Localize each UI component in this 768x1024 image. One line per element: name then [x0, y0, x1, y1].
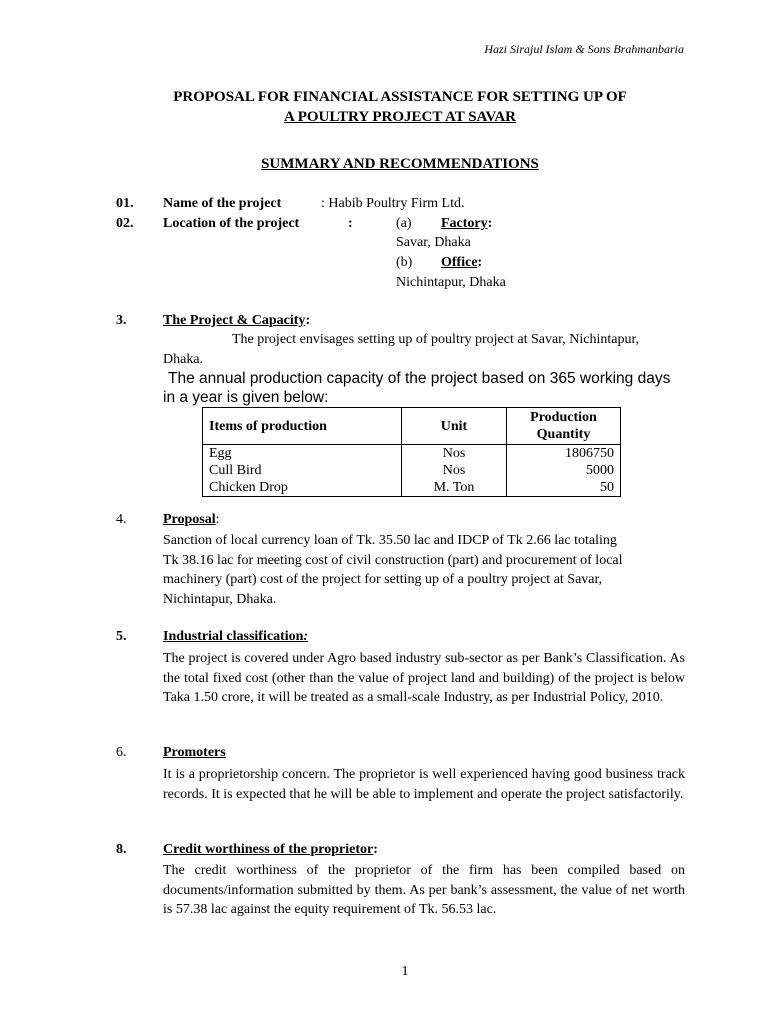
section-8-heading: Credit worthiness of the proprietor	[163, 842, 374, 857]
section-5-number: 5.	[116, 629, 127, 644]
section-3-para1-line1: The project envisages setting up of poultry project at Savar, Nichintapur,	[232, 332, 640, 347]
section-3-para2-line1: The annual production capacity of the project based on 365 working days	[168, 370, 671, 387]
table-row	[203, 462, 621, 479]
factory-value: Savar, Dhaka	[396, 235, 471, 250]
title-line-1: PROPOSAL FOR FINANCIAL ASSISTANCE FOR SETTING UP OF	[173, 89, 627, 105]
section-4-number: 4.	[116, 512, 127, 527]
section-5-text: The project is covered under Agro based industry sub-sector as per Bank’s Classification. As the total fixed cost (other than the value of project land and building) of the project is below Taka 1.50 crore, it will be treated as a small-scale Industry, as per Industrial Policy, 2010.	[163, 651, 685, 705]
header-items: Items of production	[203, 408, 402, 445]
section-4-line: machinery (part) cost of the project for setting up of a poultry project at Savar,	[163, 572, 603, 587]
row-quantity: 5000	[507, 462, 621, 479]
office-value: Nichintapur, Dhaka	[396, 275, 506, 290]
item-02-label: Location of the project	[163, 216, 300, 231]
section-6-heading: Promoters	[163, 745, 226, 760]
factory-marker: (a)	[396, 216, 412, 231]
production-table	[202, 407, 621, 497]
section-3-heading: The Project & Capacity	[163, 313, 306, 328]
row-item: Egg	[203, 445, 402, 463]
section-3-para1-line2: Dhaka.	[163, 352, 204, 367]
row-unit: M. Ton	[402, 479, 507, 497]
row-item: Cull Bird	[203, 462, 402, 479]
factory-label-wrap: Factory:	[441, 216, 493, 231]
section-4-line: Nichintapur, Dhaka.	[163, 591, 277, 607]
item-02-colon: :	[348, 216, 353, 231]
section-5-heading: Industrial classification	[163, 629, 304, 644]
section-5-heading-wrap: Industrial classification:	[163, 629, 309, 644]
summary-heading: SUMMARY AND RECOMMENDATIONS	[261, 156, 539, 172]
section-8-heading-wrap: Credit worthiness of the proprietor:	[163, 842, 378, 857]
section-6-number: 6.	[116, 745, 127, 760]
row-item: Chicken Drop	[203, 479, 402, 497]
section-6-text: It is a proprietorship concern. The proprietor is well experienced having good business track records. It is expected that he will be able to implement and operate the project satisfactorily.	[163, 767, 685, 802]
office-label: Office	[441, 255, 478, 270]
header-quantity-line2: Quantity	[536, 427, 591, 442]
row-unit: Nos	[402, 462, 507, 479]
section-3-para2-line2: in a year is given below:	[163, 389, 329, 406]
page-number: 1	[401, 964, 409, 979]
section-3-number: 3.	[116, 313, 127, 328]
table-row	[203, 479, 621, 497]
section-4-line: Tk 38.16 lac for meeting cost of civil construction (part) and procurement of local	[163, 552, 623, 568]
row-quantity: 1806750	[507, 445, 621, 463]
header-unit: Unit	[402, 408, 507, 445]
section-8-text: The credit worthiness of the proprietor of the firm has been compiled based on documents/information submitted by them. As per bank’s assessment, the value of net worth is 57.38 lac against the equity requirement of Tk. 56.53 lac.	[163, 863, 685, 917]
section-4-body	[163, 531, 685, 609]
office-label-wrap: Office:	[441, 255, 483, 270]
section-4-heading: Proposal	[163, 512, 216, 527]
table-row	[203, 445, 621, 463]
page-header: Hazi Sirajul Islam & Sons Brahmanbaria	[484, 42, 684, 56]
header-quantity-line1: Production	[530, 410, 597, 425]
factory-label: Factory	[441, 216, 488, 231]
item-01-number: 01.	[116, 196, 134, 211]
item-01-value: : Habib Poultry Firm Ltd.	[321, 196, 465, 211]
header-quantity	[507, 408, 621, 445]
production-table-header	[203, 408, 621, 445]
item-01-label: Name of the project	[163, 196, 282, 211]
section-4-heading-wrap: Proposal:	[163, 512, 220, 527]
office-marker: (b)	[396, 255, 413, 270]
section-4-line: Sanction of local currency loan of Tk. 35.50 lac and IDCP of Tk 2.66 lac totaling	[163, 533, 617, 548]
row-quantity: 50	[507, 479, 621, 497]
row-unit: Nos	[402, 445, 507, 463]
item-02-number: 02.	[116, 216, 134, 231]
section-3-heading-wrap: The Project & Capacity:	[163, 313, 311, 328]
section-8-number: 8.	[116, 842, 127, 857]
title-line-2: A POULTRY PROJECT AT SAVAR	[283, 109, 517, 125]
